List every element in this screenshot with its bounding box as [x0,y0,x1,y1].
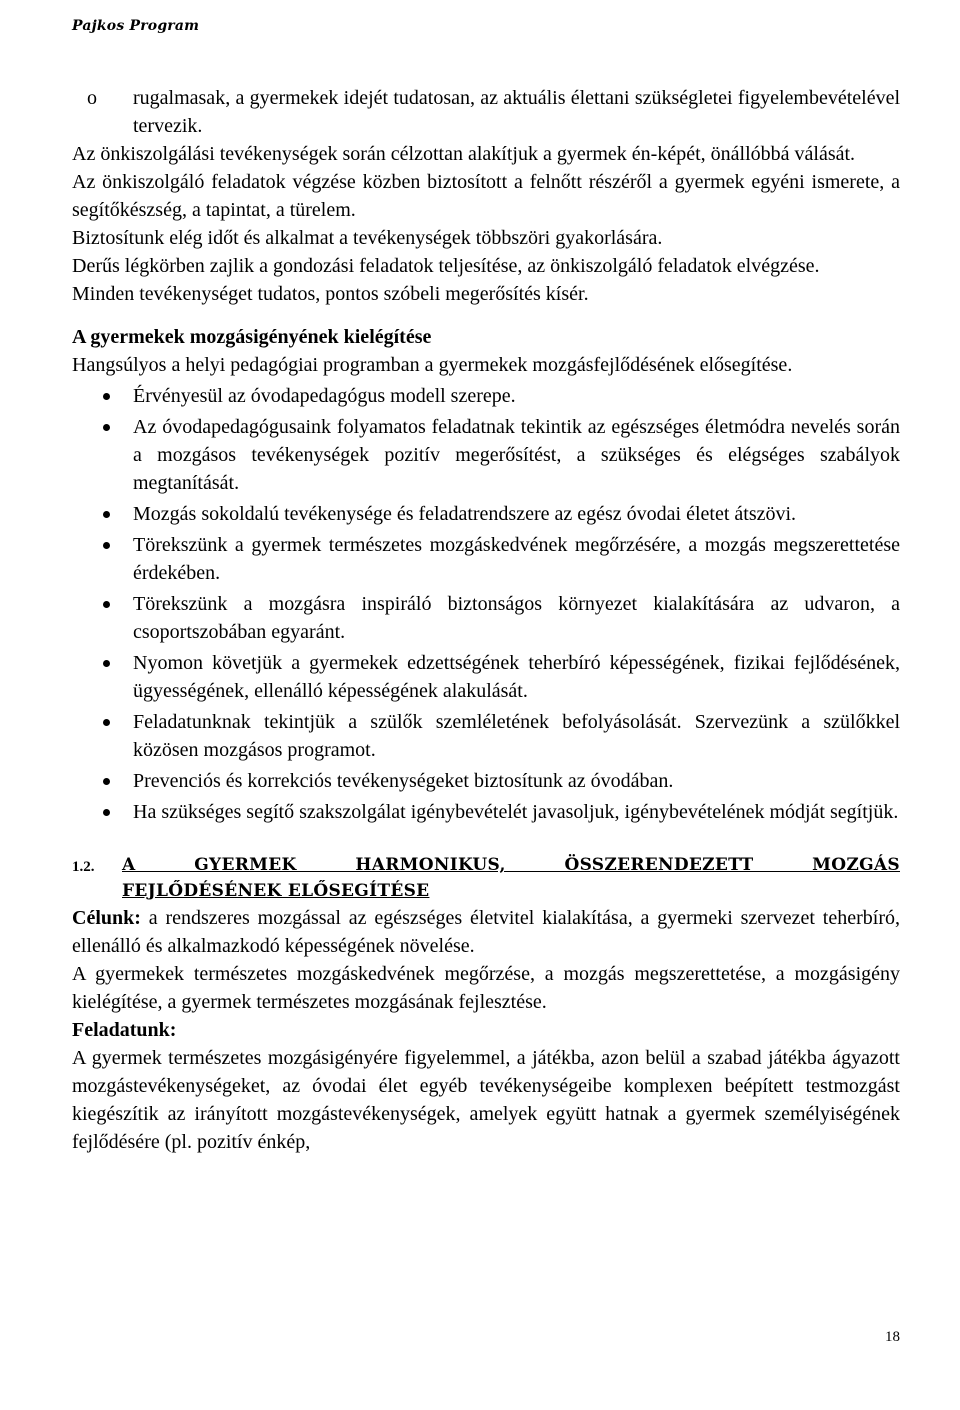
sub-item-marker: o [87,87,97,109]
bullet-icon [103,542,110,549]
movement-intro: Hangsúlyos a helyi pedagógiai programban a gyermekek mozgásfejlődésének elősegítése. [72,354,793,376]
task-label: Feladatunk: [72,1019,177,1041]
goal-text: a rendszeres mozgással az egészséges életvitel kialakítása, a gyermeki szervezet teherbíró, ellenálló és alkalmazkodó képességének növelése. [72,907,900,957]
section-number: 1.2. [72,859,95,875]
page-number: 18 [885,1329,900,1345]
bullet-icon [103,719,110,726]
bullet-icon [103,660,110,667]
page-body [72,84,900,1156]
bullet-icon [103,424,110,431]
movement-bullet-list [72,382,900,826]
list-item: Ha szükséges segítő szakszolgálat igénybevételét javasoljuk, igénybevételének módját segítjük. [72,798,900,826]
list-item: Nyomon követjük a gyermekek edzettségének teherbíró képességének, fizikai fejlődésének, ügyességének, ellenálló képességének alakulását. [72,649,900,705]
section-title-line2: FEJLŐDÉSÉNEK ELŐSEGÍTÉSE [122,881,430,901]
task-paragraph: A gyermek természetes mozgásigényére figyelemmel, a játékba, azon belül a szabad játékba ágyazott mozgástevékenységeket, az óvodai élet egyéb tevékenységeibe komplexen beépített testmozgást kiegészítik az irányított mozgástevékenységek, amelyek együtt hatnak a gyermek személyiségének fejlődésére (pl. pozitív énkép, [72,1047,900,1153]
list-item: Prevenciós és korrekciós tevékenységeket biztosítunk az óvodában. [72,767,900,795]
movement-heading: A gyermekek mozgásigényének kielégítése [72,326,432,348]
goal-paragraph [72,904,900,960]
paragraph: Biztosítunk elég időt és alkalmat a tevékenységek többszöri gyakorlására. [72,227,663,249]
bullet-icon [103,809,110,816]
sub-item-text: rugalmasak, a gyermekek idejét tudatosan, az aktuális élettani szükségletei figyelembevételével tervezik. [133,87,900,137]
list-item: Az óvodapedagógusaink folyamatos feladatnak tekintik az egészséges életmódra nevelés során a mozgásos tevékenységek pozitív megerősítést, a szükséges és elégséges szabályok megtanítását. [72,413,900,497]
bullet-icon [103,511,110,518]
paragraph: Az önkiszolgáló feladatok végzése közben biztosított a felnőtt részéről a gyermek egyéni ismerete, a segítőkészség, a tapintat, a türelem. [72,171,900,221]
bullet-icon [103,393,110,400]
list-item: Törekszünk a gyermek természetes mozgáskedvének megőrzésére, a mozgás megszerettetése érdekében. [72,531,900,587]
goal-label: Célunk: [72,907,141,929]
paragraph: Minden tevékenységet tudatos, pontos szóbeli megerősítés kísér. [72,283,589,305]
list-item: Feladatunknak tekintjük a szülők szemléletének befolyásolását. Szervezünk a szülőkkel közösen mozgásos programot. [72,708,900,764]
paragraph: Derűs légkörben zajlik a gondozási feladatok teljesítése, az önkiszolgáló feladatok elvégzése. [72,255,820,277]
list-item: Mozgás sokoldalú tevékenysége és feladatrendszere az egész óvodai életet átszövi. [72,500,900,528]
list-item: Törekszünk a mozgásra inspiráló biztonságos környezet kialakítására az udvaron, a csoportszobában egyaránt. [72,590,900,646]
bullet-icon [103,601,110,608]
section-heading [72,852,900,904]
list-item: Érvényesül az óvodapedagógus modell szerepe. [72,382,900,410]
paragraph: Az önkiszolgálási tevékenységek során célzottan alakítjuk a gyermek én-képét, önállóbbá válását. [72,143,856,165]
section-title-line1: A GYERMEK HARMONIKUS, ÖSSZERENDEZETT MOZGÁS [122,855,900,875]
bullet-icon [103,778,110,785]
running-header: Pajkos Program [72,18,200,34]
sub-item [72,84,900,140]
paragraph: A gyermekek természetes mozgáskedvének megőrzése, a mozgás megszerettetése, a mozgásigény kielégítése, a gyermek természetes mozgásának fejlesztése. [72,963,900,1013]
